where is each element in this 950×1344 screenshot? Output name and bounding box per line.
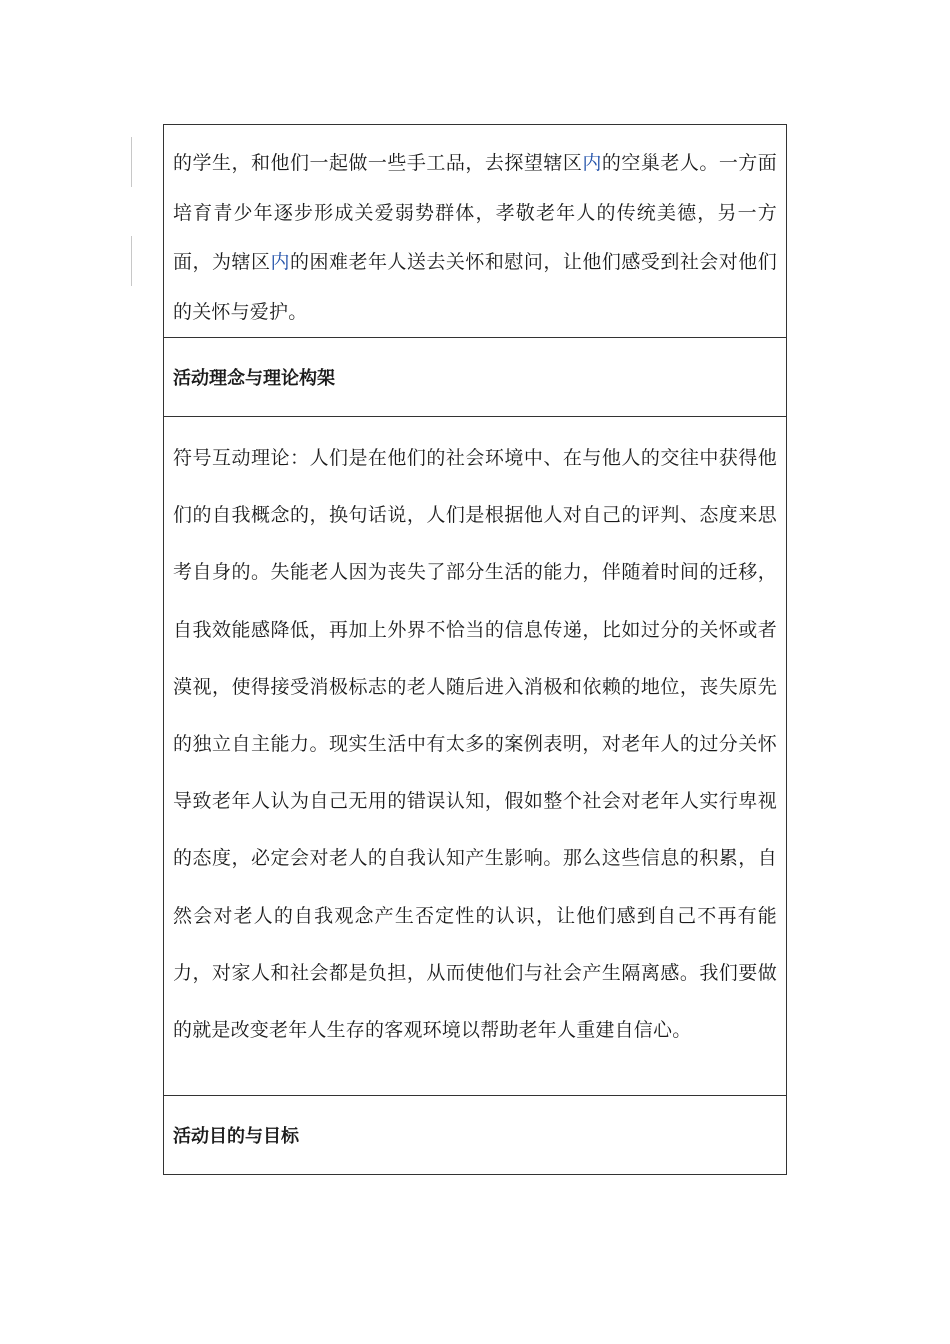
margin-change-bar <box>131 236 132 286</box>
intro-paragraph <box>173 139 777 337</box>
margin-change-bar <box>131 137 132 187</box>
intro-text-part3: 的困难老年人送去关怀和慰问，让他们感受到社会对他们的关怀与爱护。 <box>173 251 777 323</box>
section-heading-goal: 活动目的与目标 <box>173 1126 299 1147</box>
section-heading-theory: 活动理念与理论构架 <box>173 368 335 389</box>
highlighted-word: 内 <box>582 152 602 174</box>
theory-heading-cell <box>164 337 786 416</box>
theory-cell <box>164 416 786 1095</box>
goal-heading-cell <box>164 1095 786 1174</box>
intro-cell <box>164 125 786 337</box>
theory-paragraph: 符号互动理论：人们是在他们的社会环境中、在与他人的交往中获得他们的自我概念的，换句话说，人们是根据他人对自己的评判、态度来思考自身的。失能老人因为丧失了部分生活的能力，伴随着时间的迁移，自我效能感降低，再加上外界不恰当的信息传递，比如过分的关怀或者漠视，使得接受消极标志的老人随后进入消极和依赖的地位，丧失原先的独立自主能力。现实生活中有太多的案例表明，对老年人的过分关怀导致老年人认为自己无用的错误认知，假如整个社会对老年人实行卑视的态度，必定会对老人的自我认知产生影响。那么这些信息的积累，自然会对老人的自我观念产生否定性的认识，让他们感到自己不再有能力，对家人和社会都是负担，从而使他们与社会产生隔离感。我们要做的就是改变老年人生存的客观环境以帮助老年人重建自信心。 <box>173 447 777 1042</box>
intro-text-part2: 的空巢老人。一方面培育青少年逐步形成关爱弱势群体，孝敬老年人的传统美德，另一方面，为辖区 <box>173 152 778 273</box>
highlighted-word: 内 <box>270 251 290 273</box>
document-table <box>163 124 787 1175</box>
intro-text-part1: 的学生，和他们一起做一些手工品，去探望辖区 <box>173 152 583 174</box>
